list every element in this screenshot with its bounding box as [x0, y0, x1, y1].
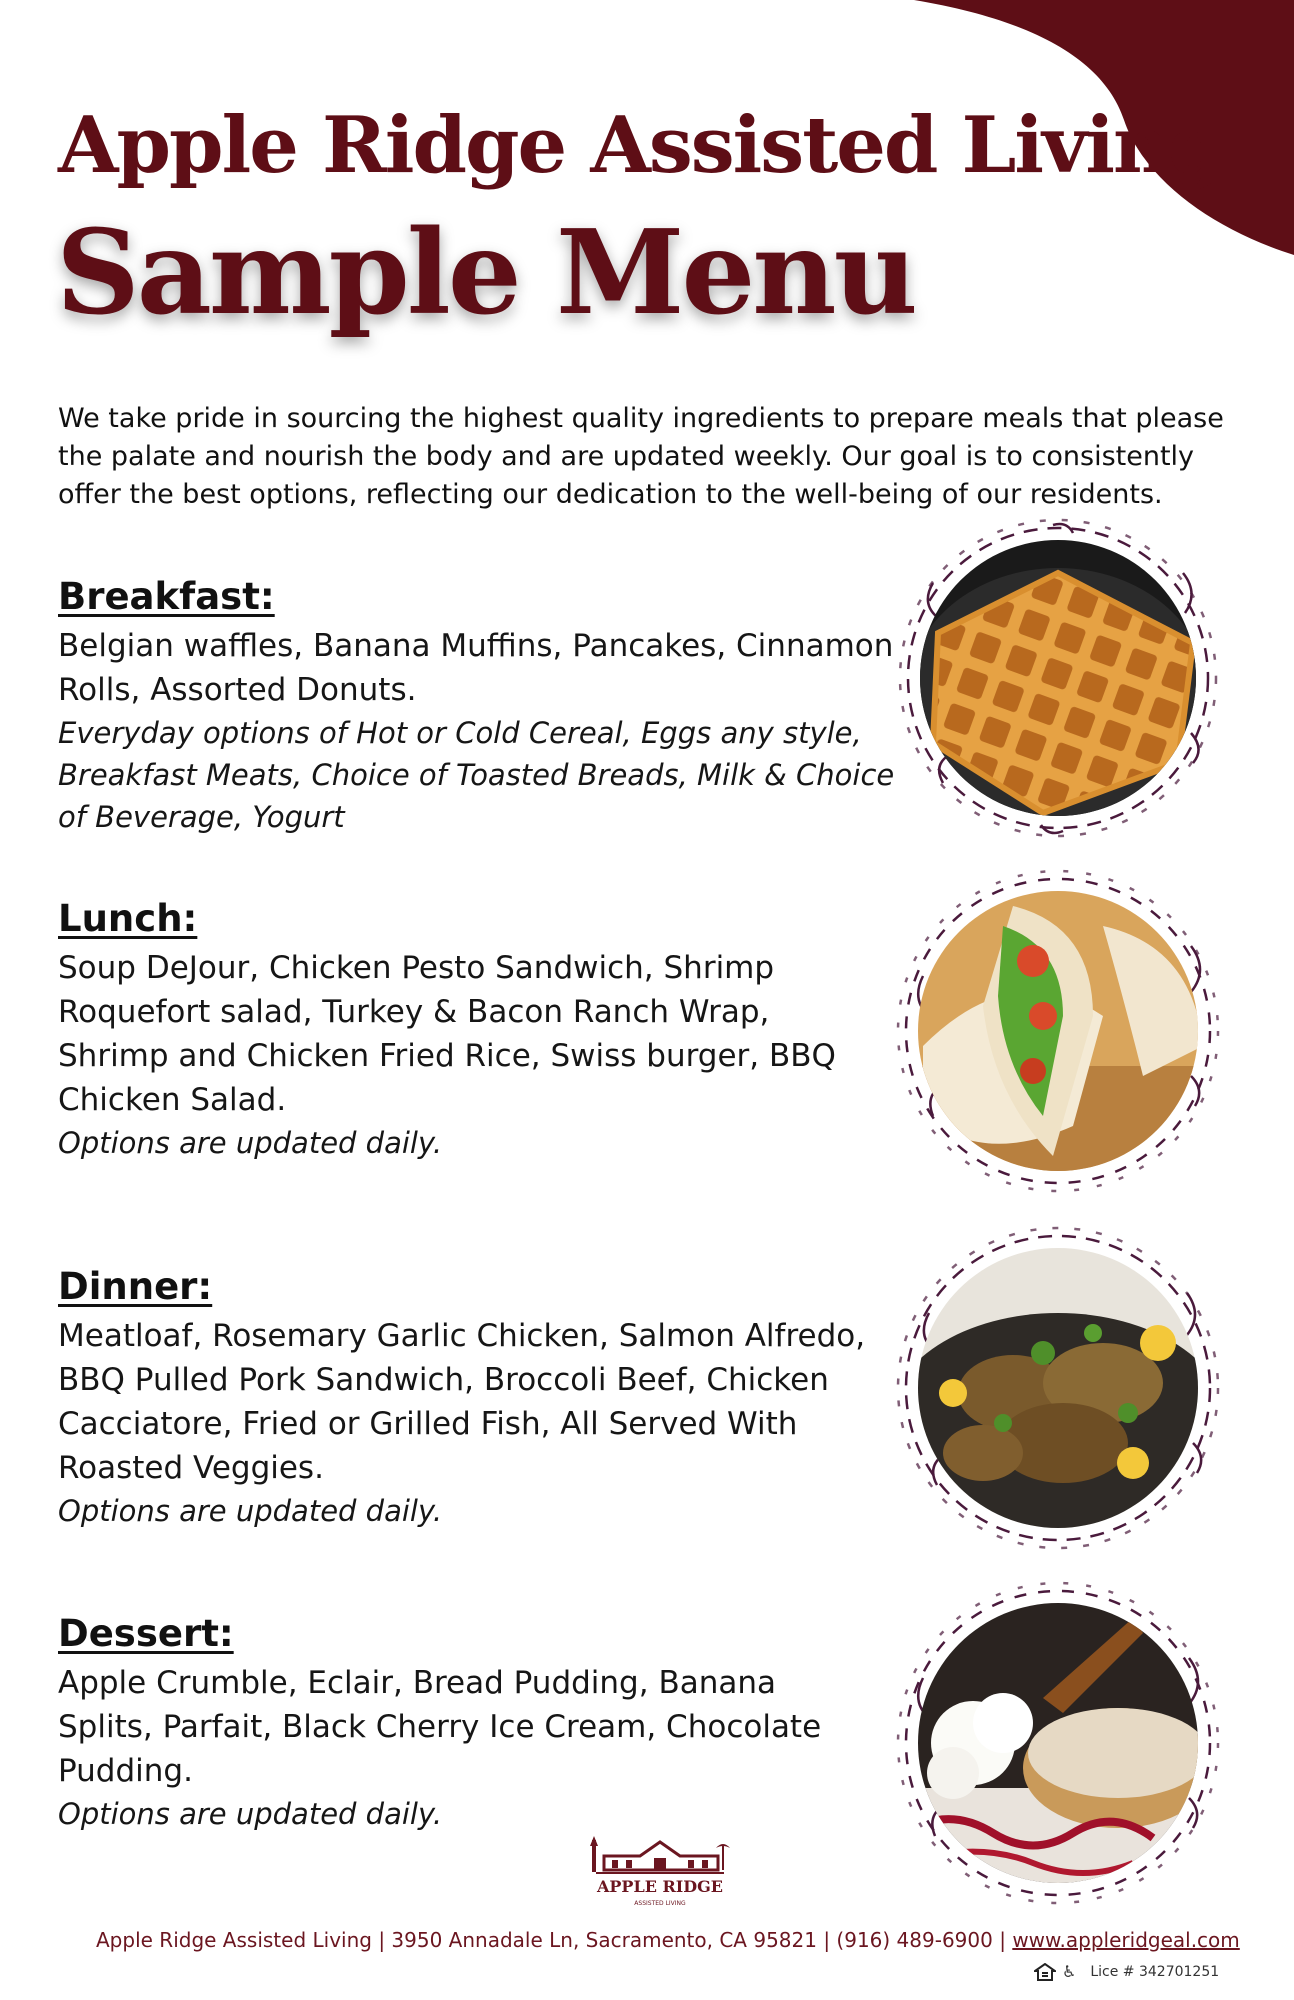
section-note: Options are updated daily.	[58, 1494, 443, 1528]
section-items: Apple Crumble, Eclair, Bread Pudding, Banana Splits, Parfait, Black Cherry Ice Cream, Chocolate Pudding.	[58, 1665, 822, 1789]
license-row	[1034, 1962, 1219, 1981]
section-lunch	[58, 897, 838, 1164]
wrap-photo	[893, 866, 1223, 1196]
section-items: Meatloaf, Rosemary Garlic Chicken, Salmon Alfredo, BBQ Pulled Pork Sandwich, Broccoli Beef, Chicken Cacciatore, Fried or Grilled Fish, All Served With Roasted Veggies.	[58, 1318, 866, 1486]
license-number: Lice # 342701251	[1090, 1963, 1220, 1980]
section-dinner	[58, 1265, 878, 1532]
website-link[interactable]: www.appleridgeal.com	[1012, 1928, 1240, 1952]
section-heading: Lunch:	[58, 897, 198, 940]
equal-housing-icon	[1034, 1963, 1056, 1981]
logo-tagline: ASSISTED LIVING	[634, 1900, 686, 1907]
section-items: Soup DeJour, Chicken Pesto Sandwich, Shrimp Roquefort salad, Turkey & Bacon Ranch Wrap, Shrimp and Chicken Fried Rice, Swiss burger, BBQ Chicken Salad.	[58, 950, 836, 1118]
section-note: Everyday options of Hot or Cold Cereal, Eggs any style, Breakfast Meats, Choice of Toasted Breads, Milk & Choice of Beverage, Yogurt	[58, 716, 895, 834]
intro-paragraph: We take pride in sourcing the highest quality ingredients to prepare meals that please the palate and nourish the body and are updated weekly. Our goal is to consistently offer the best options, reflecting our dedication to the well-being of our residents.	[58, 403, 1224, 510]
chicken-photo	[893, 1223, 1223, 1553]
section-breakfast	[58, 575, 898, 838]
section-heading: Dessert:	[58, 1612, 234, 1655]
dessert-photo	[893, 1578, 1223, 1908]
section-note: Options are updated daily.	[58, 1797, 443, 1831]
footer-address: Apple Ridge Assisted Living | 3950 Annadale Ln, Sacramento, CA 95821 | (916) 489-6900 |	[96, 1928, 1006, 1952]
accessibility-icon: ♿	[1062, 1962, 1077, 1981]
section-dessert	[58, 1612, 878, 1835]
section-heading: Dinner:	[58, 1265, 213, 1308]
apple-ridge-logo	[590, 1832, 730, 1912]
logo-name: APPLE RIDGE	[596, 1877, 724, 1896]
page-title: Apple Ridge Assisted Living	[58, 100, 1221, 191]
section-items: Belgian waffles, Banana Muffins, Pancakes, Cinnamon Rolls, Assorted Donuts.	[58, 628, 894, 708]
section-note: Options are updated daily.	[58, 1126, 443, 1160]
footer-contact	[96, 1928, 1240, 1952]
page-subtitle: Sample Menu	[56, 205, 915, 341]
section-heading: Breakfast:	[58, 575, 275, 618]
waffle-photo	[893, 513, 1223, 843]
